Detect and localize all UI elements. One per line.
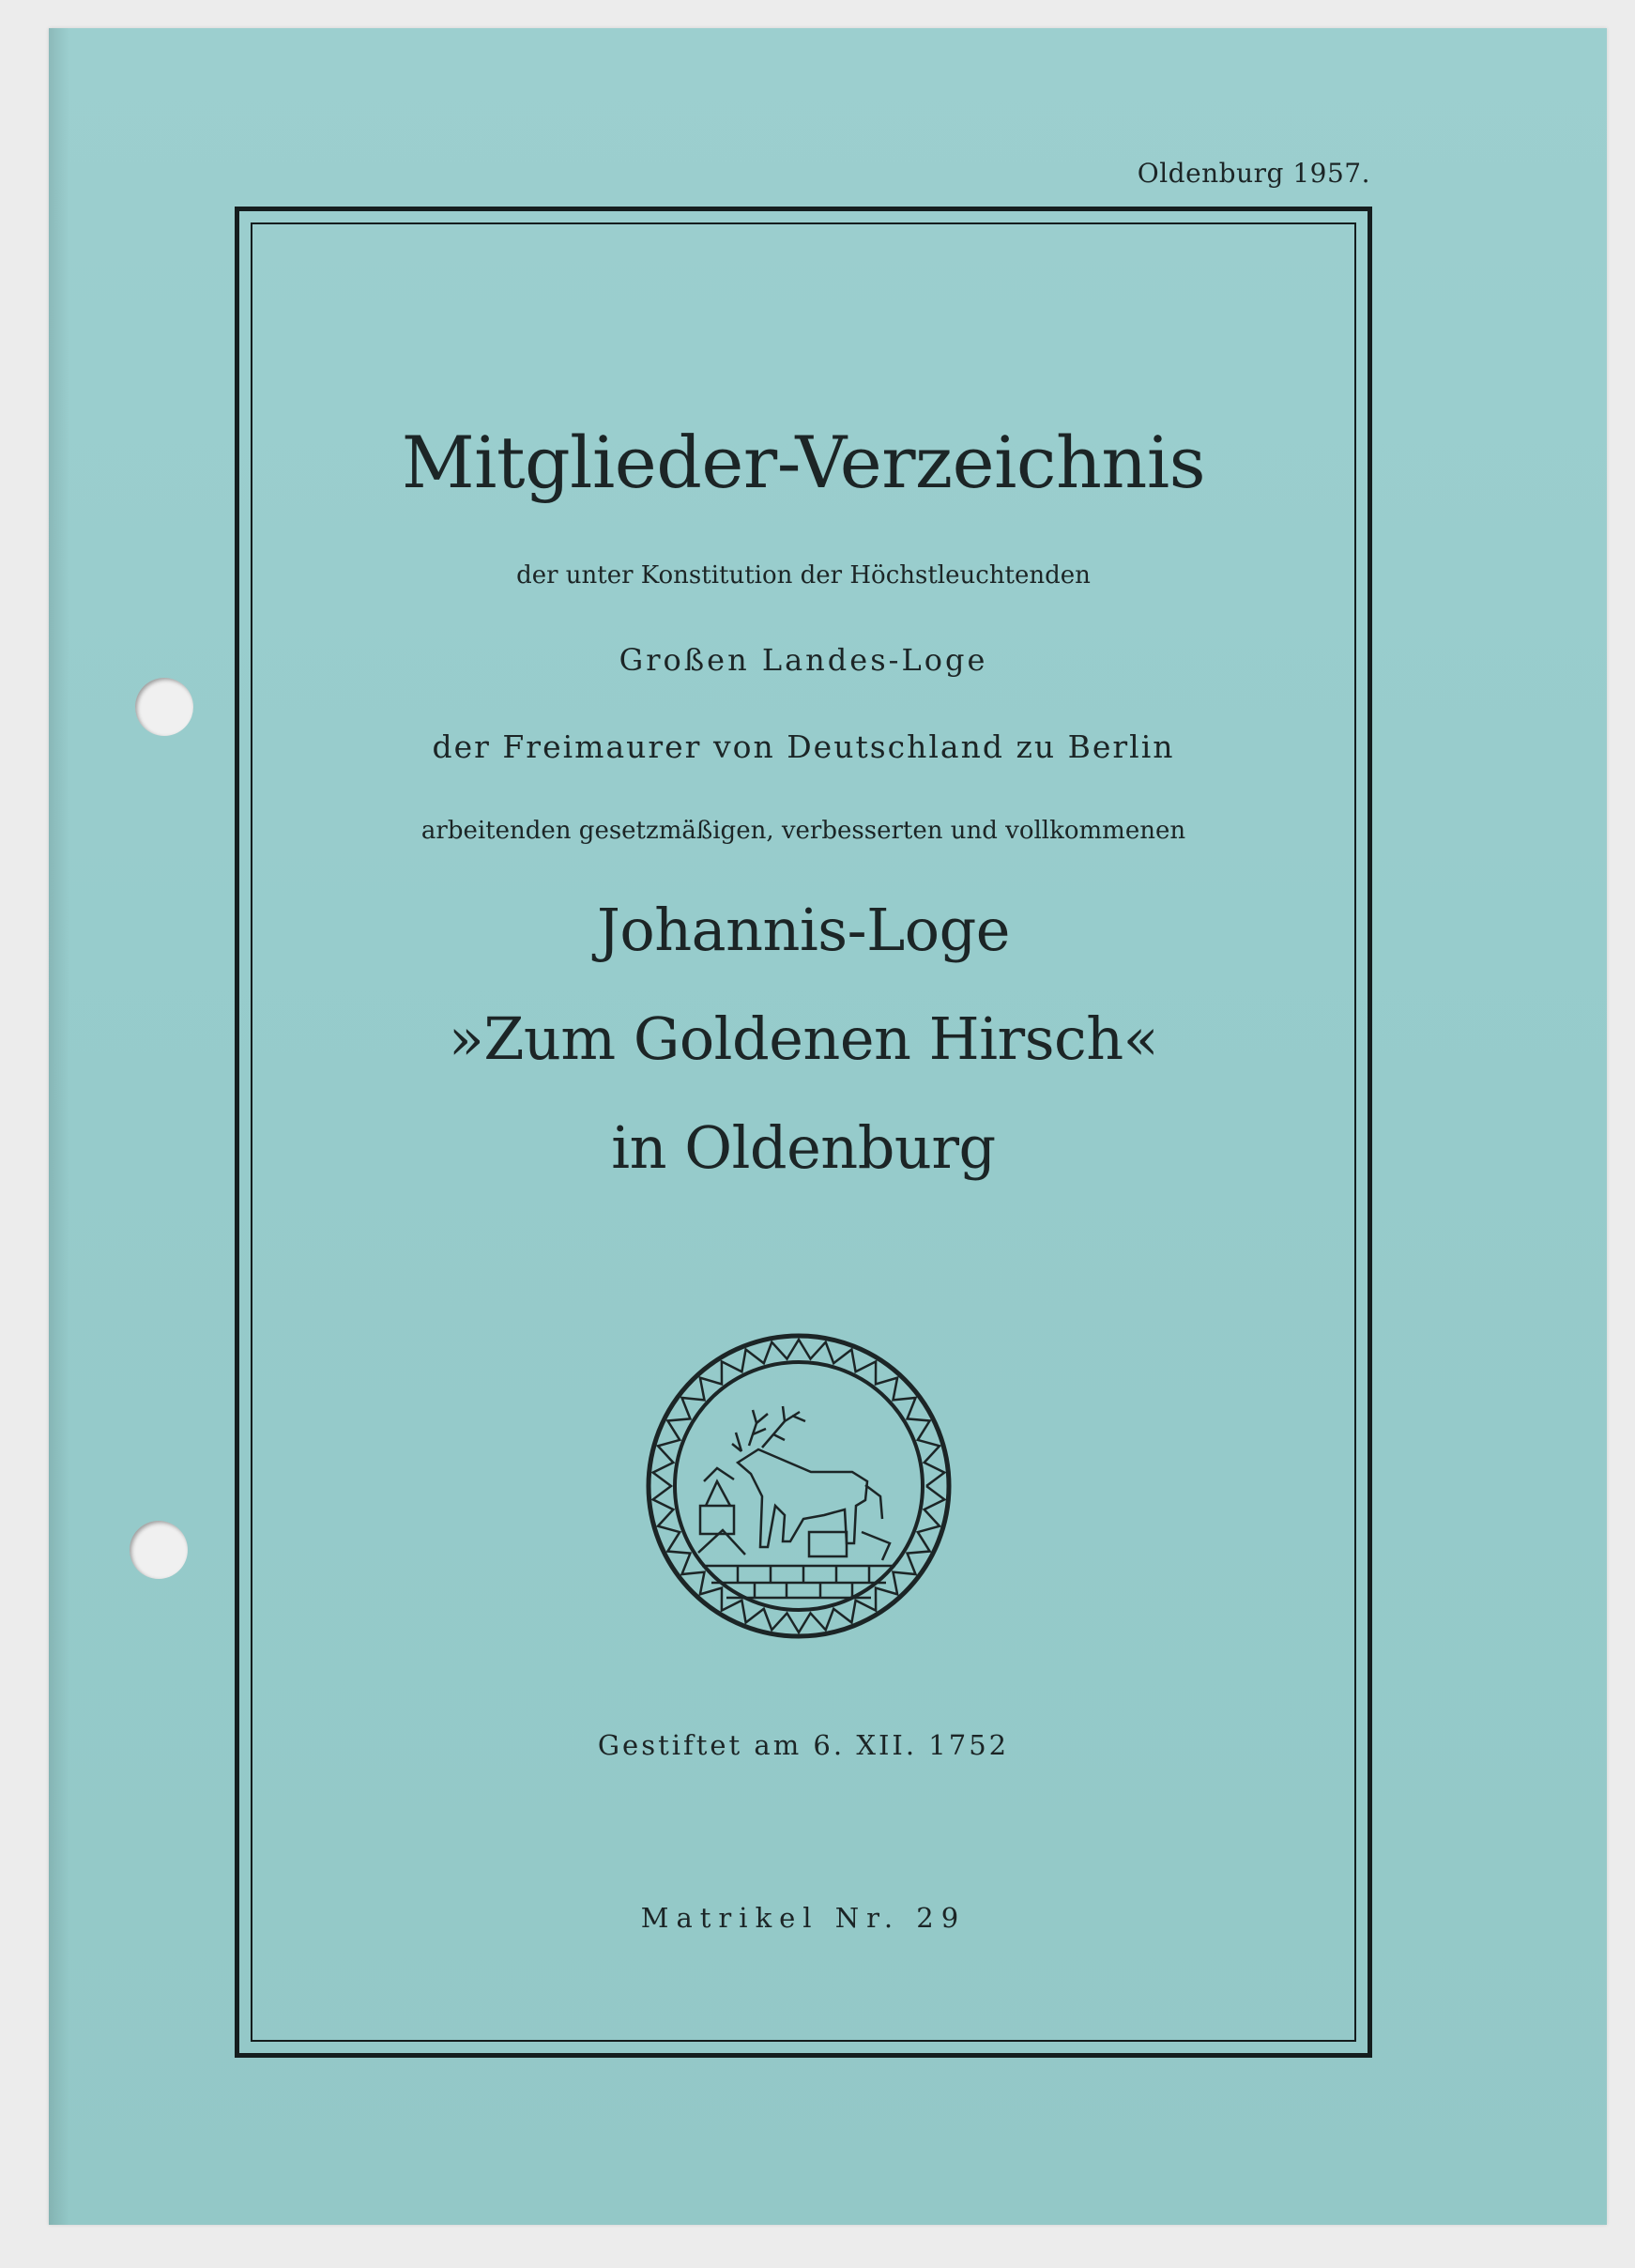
punch-hole-top — [135, 678, 193, 736]
lodge-name-line-3: in Oldenburg — [611, 1113, 996, 1182]
lodge-name-line-1: Johannis-Loge — [597, 896, 1010, 964]
document-title: Mitglieder-Verzeichnis — [401, 421, 1206, 504]
subtitle-line-1: der unter Konstitution der Höchstleuchtenden — [516, 561, 1091, 590]
seal-zigzag-band — [653, 1340, 945, 1632]
subtitle-line-4: arbeitenden gesetzmäßigen, verbesserten und vollkommenen — [420, 817, 1186, 845]
subtitle-line-3: der Freimaurer von Deutschland zu Berlin — [432, 728, 1175, 765]
lodge-name-line-2: »Zum Goldenen Hirsch« — [448, 1004, 1159, 1073]
punch-hole-bottom — [130, 1521, 188, 1579]
subtitle-line-2: Großen Landes-Loge — [619, 642, 988, 678]
stag-seal-icon — [644, 1331, 954, 1641]
matrikel-number: Matrikel Nr. 29 — [640, 1902, 967, 1934]
place-year: Oldenburg 1957. — [1137, 158, 1370, 189]
spine-shadow — [49, 28, 69, 2225]
founding-date: Gestiftet am 6. XII. 1752 — [597, 1729, 1010, 1761]
booklet-cover — [49, 28, 1607, 2225]
